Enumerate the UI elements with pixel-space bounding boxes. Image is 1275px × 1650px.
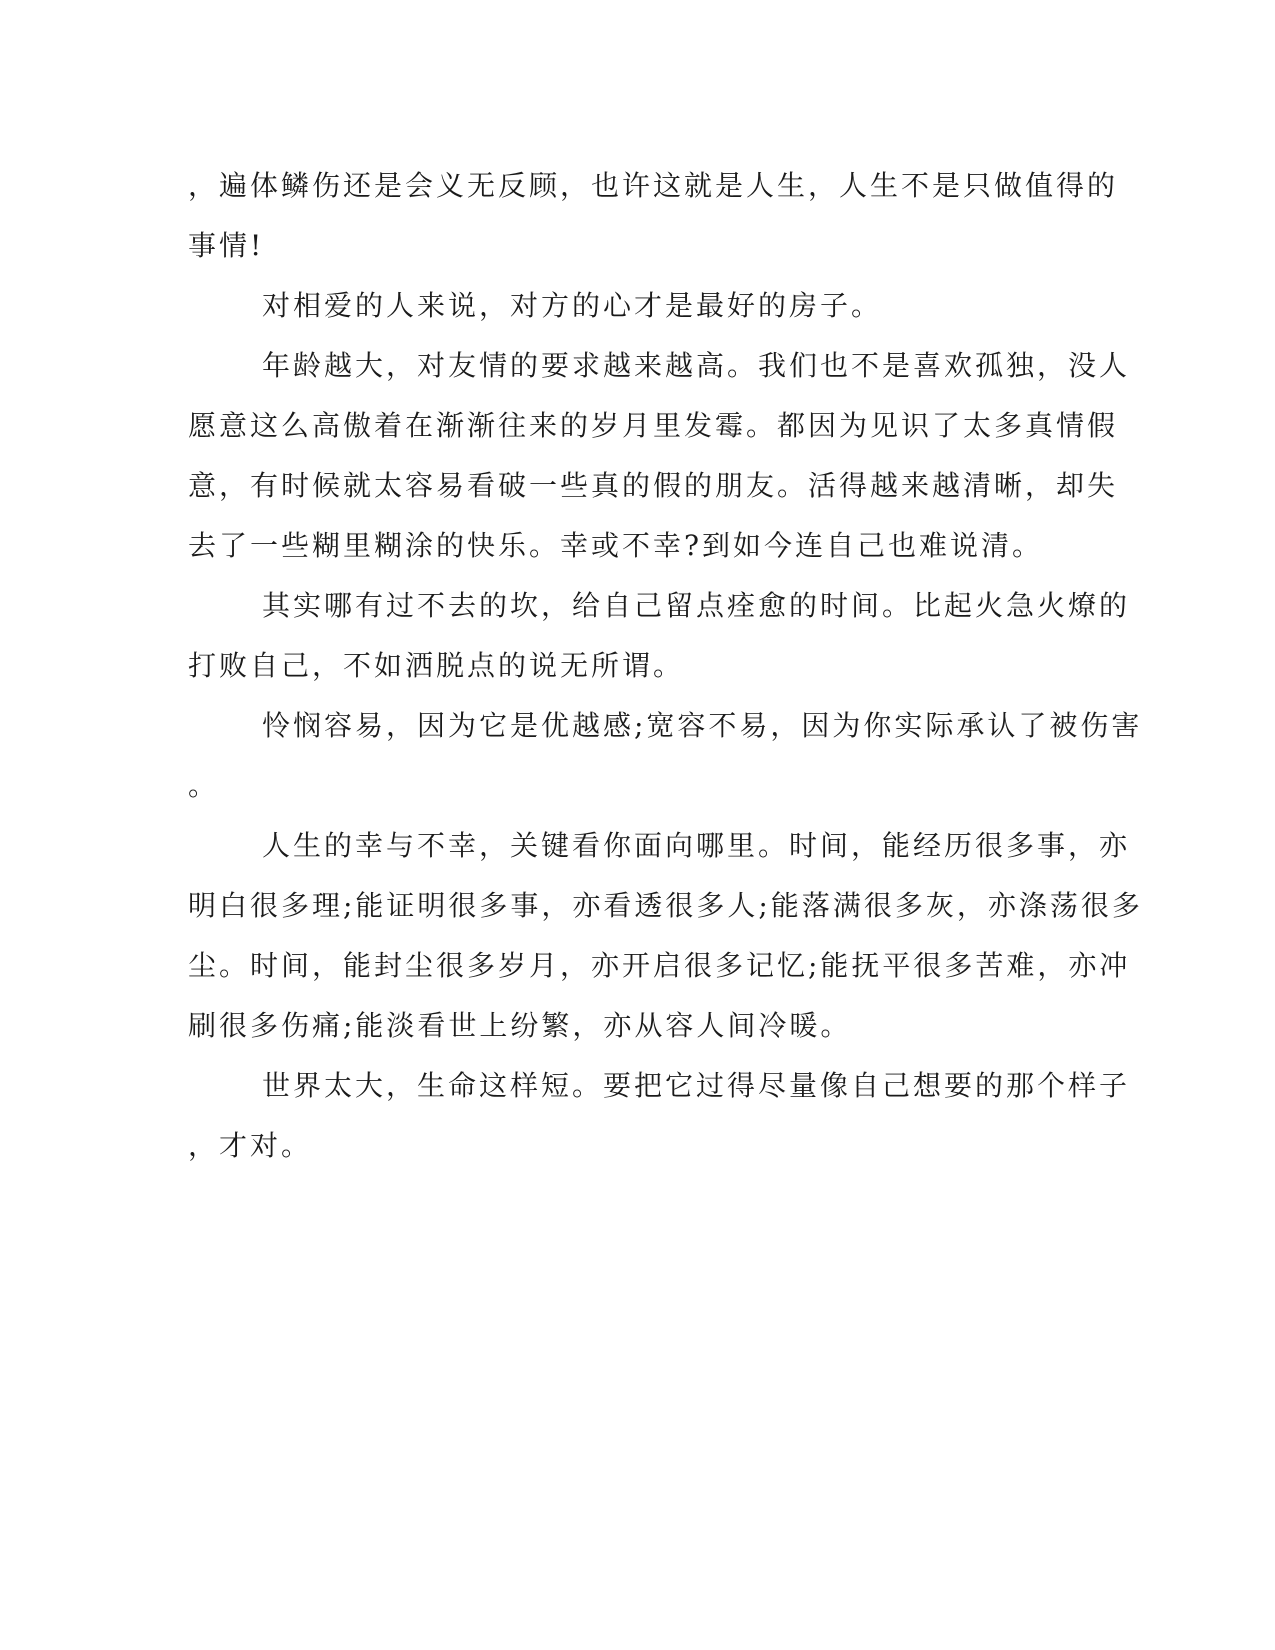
text-line: 打败自己，不如洒脱点的说无所谓。 <box>188 649 685 682</box>
text-line: 去了一些糊里糊涂的快乐。幸或不幸?到如今连自己也难说清。 <box>188 529 1044 562</box>
paragraph-start-line: 对相爱的人来说，对方的心才是最好的房子。 <box>262 289 883 322</box>
paragraph-start-line: 世界太大，生命这样短。要把它过得尽量像自己想要的那个样子 <box>262 1069 1131 1102</box>
text-line: 。 <box>188 769 220 802</box>
text-line: 明白很多理;能证明很多事，亦看透很多人;能落满很多灰，亦涤荡很多 <box>188 889 1143 922</box>
paragraph-start-line: 年龄越大，对友情的要求越来越高。我们也不是喜欢孤独，没人 <box>262 349 1131 382</box>
paragraph-start-line: 其实哪有过不去的坎，给自己留点痊愈的时间。比起火急火燎的 <box>262 589 1131 622</box>
paragraph-start-line: 怜悯容易，因为它是优越感;宽容不易，因为你实际承认了被伤害 <box>262 709 1143 742</box>
text-line: 意，有时候就太容易看破一些真的假的朋友。活得越来越清晰，却失 <box>188 469 1119 502</box>
text-line: 事情! <box>188 229 265 262</box>
paragraph-start-line: 人生的幸与不幸，关键看你面向哪里。时间，能经历很多事，亦 <box>262 829 1131 862</box>
document-body <box>188 156 1143 1176</box>
text-line: 愿意这么高傲着在渐渐往来的岁月里发霉。都因为见识了太多真情假 <box>188 409 1119 442</box>
text-line: 尘。时间，能封尘很多岁月，亦开启很多记忆;能抚平很多苦难，亦冲 <box>188 949 1131 982</box>
text-line: 刷很多伤痛;能淡看世上纷繁，亦从容人间冷暖。 <box>188 1009 852 1042</box>
text-line: ，遍体鳞伤还是会义无反顾，也许这就是人生，人生不是只做值得的 <box>188 169 1119 202</box>
text-line: ，才对。 <box>188 1129 313 1162</box>
